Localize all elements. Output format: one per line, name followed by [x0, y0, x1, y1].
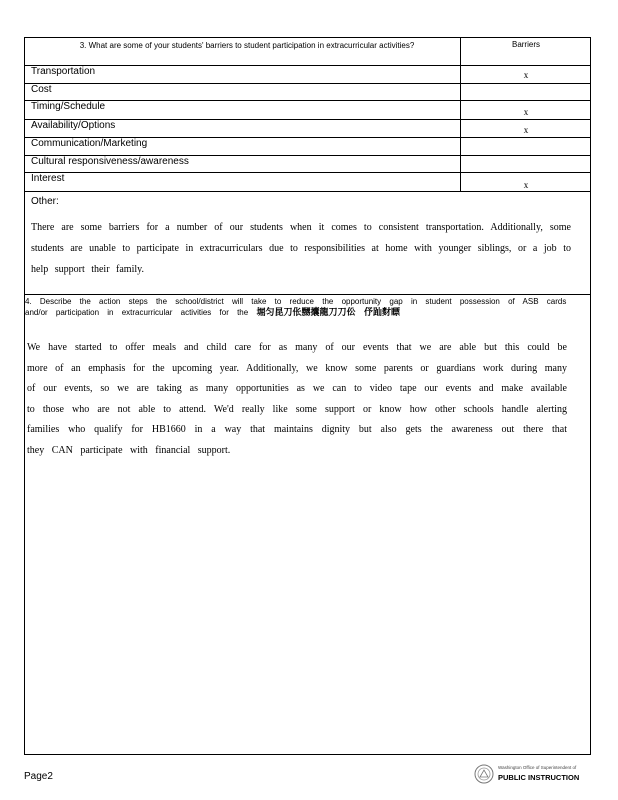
- barrier-row: [25, 84, 590, 101]
- question3-row: [25, 38, 590, 66]
- question4-prompt: 4. Describe the action steps the school/district will take to reduce the opportunity gap in student possession of ASB cards and/or participation in extracurricular activities for the: [25, 297, 567, 317]
- question3-text: 3. What are some of your students' barriers to student participation in extracurricular activities?: [79, 41, 415, 50]
- barrier-label-transportation: Transportation: [31, 66, 96, 77]
- barrier-mark-timing: x: [523, 107, 529, 117]
- page-number: Page2: [24, 771, 53, 782]
- other-response: There are some barriers for a number of our students when it comes to consistent transportation. Additionally, some students are unable to participate in extracurriculars due to responsibilities at home with younger siblings, or a job to help support their family.: [31, 222, 571, 275]
- ospi-seal-icon: [474, 764, 494, 784]
- question4-text: [25, 296, 580, 318]
- ospi-org-big: PUBLIC INSTRUCTION: [498, 773, 580, 782]
- barrier-mark-transportation: x: [523, 70, 529, 80]
- ospi-org-small: Washington Office of Superintendent of: [498, 765, 577, 770]
- barrier-label-cost: Cost: [31, 84, 52, 95]
- ospi-logo: [474, 764, 594, 786]
- barrier-label-cultural: Cultural responsiveness/awareness: [31, 156, 189, 167]
- question4-garbled-text: 堀匀昆刀伥嬲攮龍刀刀伀 伃䟖䴭瞟: [256, 307, 400, 317]
- barriers-header: Barriers: [511, 40, 540, 49]
- barrier-label-communication: Communication/Marketing: [31, 138, 148, 149]
- barrier-label-interest: Interest: [31, 173, 65, 184]
- form-frame: [24, 37, 591, 755]
- other-label: Other:: [31, 196, 59, 207]
- other-row: [25, 192, 590, 295]
- question4-response: We have started to offer meals and child care for as many of our events that we are able but this could be more of an emphasis for the upcoming year. Additionally, we know some parents or guardians work during many of our events, so we are taking as many opportunities as we can to video tape our events and make available to those who are not able to attend. We'd really like some support or know how other schools handle alerting families who qualify for HB1660 in a way that maintains dignity but also gets the awareness out there that they CAN participate with financial support.: [27, 342, 567, 456]
- barrier-mark-interest: x: [523, 180, 529, 190]
- barrier-label-availability: Availability/Options: [31, 120, 116, 131]
- barrier-label-timing: Timing/Schedule: [31, 101, 106, 112]
- barrier-mark-availability: x: [523, 125, 529, 135]
